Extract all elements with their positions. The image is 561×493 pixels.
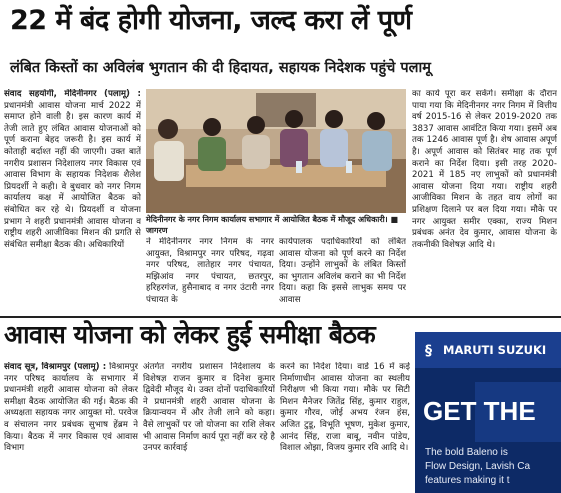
ad-headline: GET THE: [423, 396, 536, 426]
maruti-suzuki-ad: [415, 332, 561, 493]
story2-column-3: [280, 362, 410, 493]
photo-caption-text: मेदिनीनगर के नगर निगम कार्यालय सभागार में आयोजित बैठक में मौजूद अधिकारी।: [146, 215, 388, 224]
photo-credit: जागरण: [146, 226, 168, 235]
story2-col1-text: विश्रामपुर नगर परिषद कार्यालय के सभागार में प्रधानमंत्री शहरी आवास योजना को लेकर समीक्षा बैठक आयोजित की गई। बैठक की अध्यक्षता सहायक नगर आयुक्त मो. परवेज व संचालन नगर प्रबंधक सुभाष हेंब्रम ने किया। बैठक में नगर विकास एवं आवास विभाग: [4, 362, 138, 454]
meeting-photo-illustration: [146, 89, 406, 213]
story1-column-3: [279, 237, 406, 315]
story2-col3-text: करने का निर्देश दिया। वार्ड 16 में कई निर्माणाधीन आवास योजना का स्थलीय निरीक्षण भी किया गया। मौके पर सिटी मिशन मैनेजर जितेंद्र सिंह, कुमार राहुल, कुमार गौरव, जोई अभय रंजन हंस, अजित टुडू, विभूति भूषण, मुकेश कुमार, आनंद सिंह, राजा बाबू, नवीन पांडेय, विशाल ओझा, विजय कुमार रवि आदि थे।: [280, 362, 410, 454]
photo-caption: मेदिनीनगर के नगर निगम कार्यालय सभागार में आयोजित बैठक में मौजूद अधिकारी। ■ जागरण: [146, 215, 399, 235]
story1-col1-text: प्रधानमंत्री आवास योजना मार्च 2022 में समाप्त होने वाली है। इस कारण कार्य में तेजी लाते हुए लंबित आवास योजनाओं को पूर्ण कराना बेहद जरूरी है। इस कार्य में कोताही बर्दाश्त नहीं की जाएगी। उक्त बातें नगरीय प्रशासन निदेशालय नगर विकास एवं आवास विभाग के सहायक निदेशक शैलेश प्रियदर्शी ने कही। वे बुधवार को नगर निगम कार्यालय कक्ष में आयोजित बैठक को संबोधित कर रहे थे। प्रियदर्शी व योजना प्रभाग ने शहरी प्रधानमंत्री आवास योजना व राष्ट्रीय शहरी आजीविका मिशन की प्रगति से संबंधित समीक्षा बैठक की। अधिकारियों: [4, 100, 141, 250]
story2-headline: आवास योजना को लेकर हुई समीक्षा बैठक: [4, 320, 376, 349]
ad-line-2: Flow Design, Lavish Ca: [425, 461, 531, 472]
story1-col2-text: ने मेदिनीनगर नगर निगम के नगर आयुक्त, विश्रामपुर नगर परिषद, गढ़वा नगर परिषद, लातेहार नगर पंचायत, मझिआंव नगर पंचायत, छतरपुर, हरिहरगंज, हुसैनाबाद व नगर उंटारी नगर पंचायत के: [146, 237, 274, 305]
suzuki-logo-icon: §: [425, 343, 432, 359]
story2-column-2: [143, 362, 275, 493]
story2-column-1: [4, 362, 138, 493]
ad-body: [415, 368, 561, 493]
story1-col3-text: कार्यपालक पदाधिकारियों को लंबित आवास योजना को पूर्ण करने का निर्देश दिया। उन्होंने लाभुकों के लंबित किस्तों का भुगतान अविलंब कराने का भी निर्देश दिया। कहा कि इससे लाभुक समय पर आवास: [279, 237, 406, 305]
ad-body-text: [425, 446, 530, 488]
story1-headline: 22 में बंद होगी योजना, जल्द करा लें पूर्ण: [10, 5, 412, 36]
story1-subheadline: लंबित किस्तों का अविलंब भुगतान की दी हिदायत, सहायक निदेशक पहुंचे पलामू: [10, 60, 431, 76]
meeting-photo: [146, 89, 406, 213]
story2-dateline: संवाद सूत्र, विश्रामपुर (पलामू) :: [4, 362, 107, 372]
story1-dateline: संवाद सहयोगी, मेदिनीनगर (पलामू) :: [4, 89, 141, 99]
story1-column-4: [412, 89, 557, 315]
story2-col2-text: अंतर्गत नगरीय प्रशासन निदेशालय के विशेषज्ञ राजन कुमार व दिनेश कुमार द्विवेदी मौजूद थे। उक्त दोनों पदाधिकारियों ने प्रधानमंत्री शहरी आवास योजना के क्रियान्वयन में और तेजी लाने को कहा। वैसे लाभुकों पर जो योजना का राशि लेकर भी आवास निर्माण कार्य पूरा नहीं कर रहे है उनपर कार्रवाई: [143, 362, 275, 454]
ad-brand-strip: [415, 332, 561, 368]
story1-column-1: [4, 89, 141, 315]
ad-line-3: features making it t: [425, 475, 510, 486]
story1-column-2: [146, 237, 274, 315]
story1-col4-text: का कार्य पूरा कर सकेंगे। समीक्षा के दौरान पाया गया कि मेदिनीनगर नगर निगम में वित्तीय वर्ष 2015-16 से लेकर 2019-2020 तक 3837 आवास आवंटित किया गया। इसमें अब तक 1246 आवास पूर्ण है। शेष आवास अपूर्ण है। अपूर्ण आवास को सितंबर माह तक पूर्ण कराने का निर्देश दिया। इसी तरह 2020-2021 में 185 नए लाभुकों को प्रधानमंत्री आवास योजना दिया गया। राष्ट्रीय शहरी आजीविका मिशन के तहत वाय लोगों का प्रशिक्षण दिलाने पर बल दिया गया। मौके पर नगर आयुक्त समीर एक्का, राज्य मिशन प्रबंधक अनंत देव कुमार, आवास योजना के तकनीकी विशेषज्ञ आदि थे।: [412, 89, 557, 250]
ad-line-1: The bold Baleno is: [425, 447, 508, 458]
ad-brand: MARUTI SUZUKI: [443, 343, 547, 357]
